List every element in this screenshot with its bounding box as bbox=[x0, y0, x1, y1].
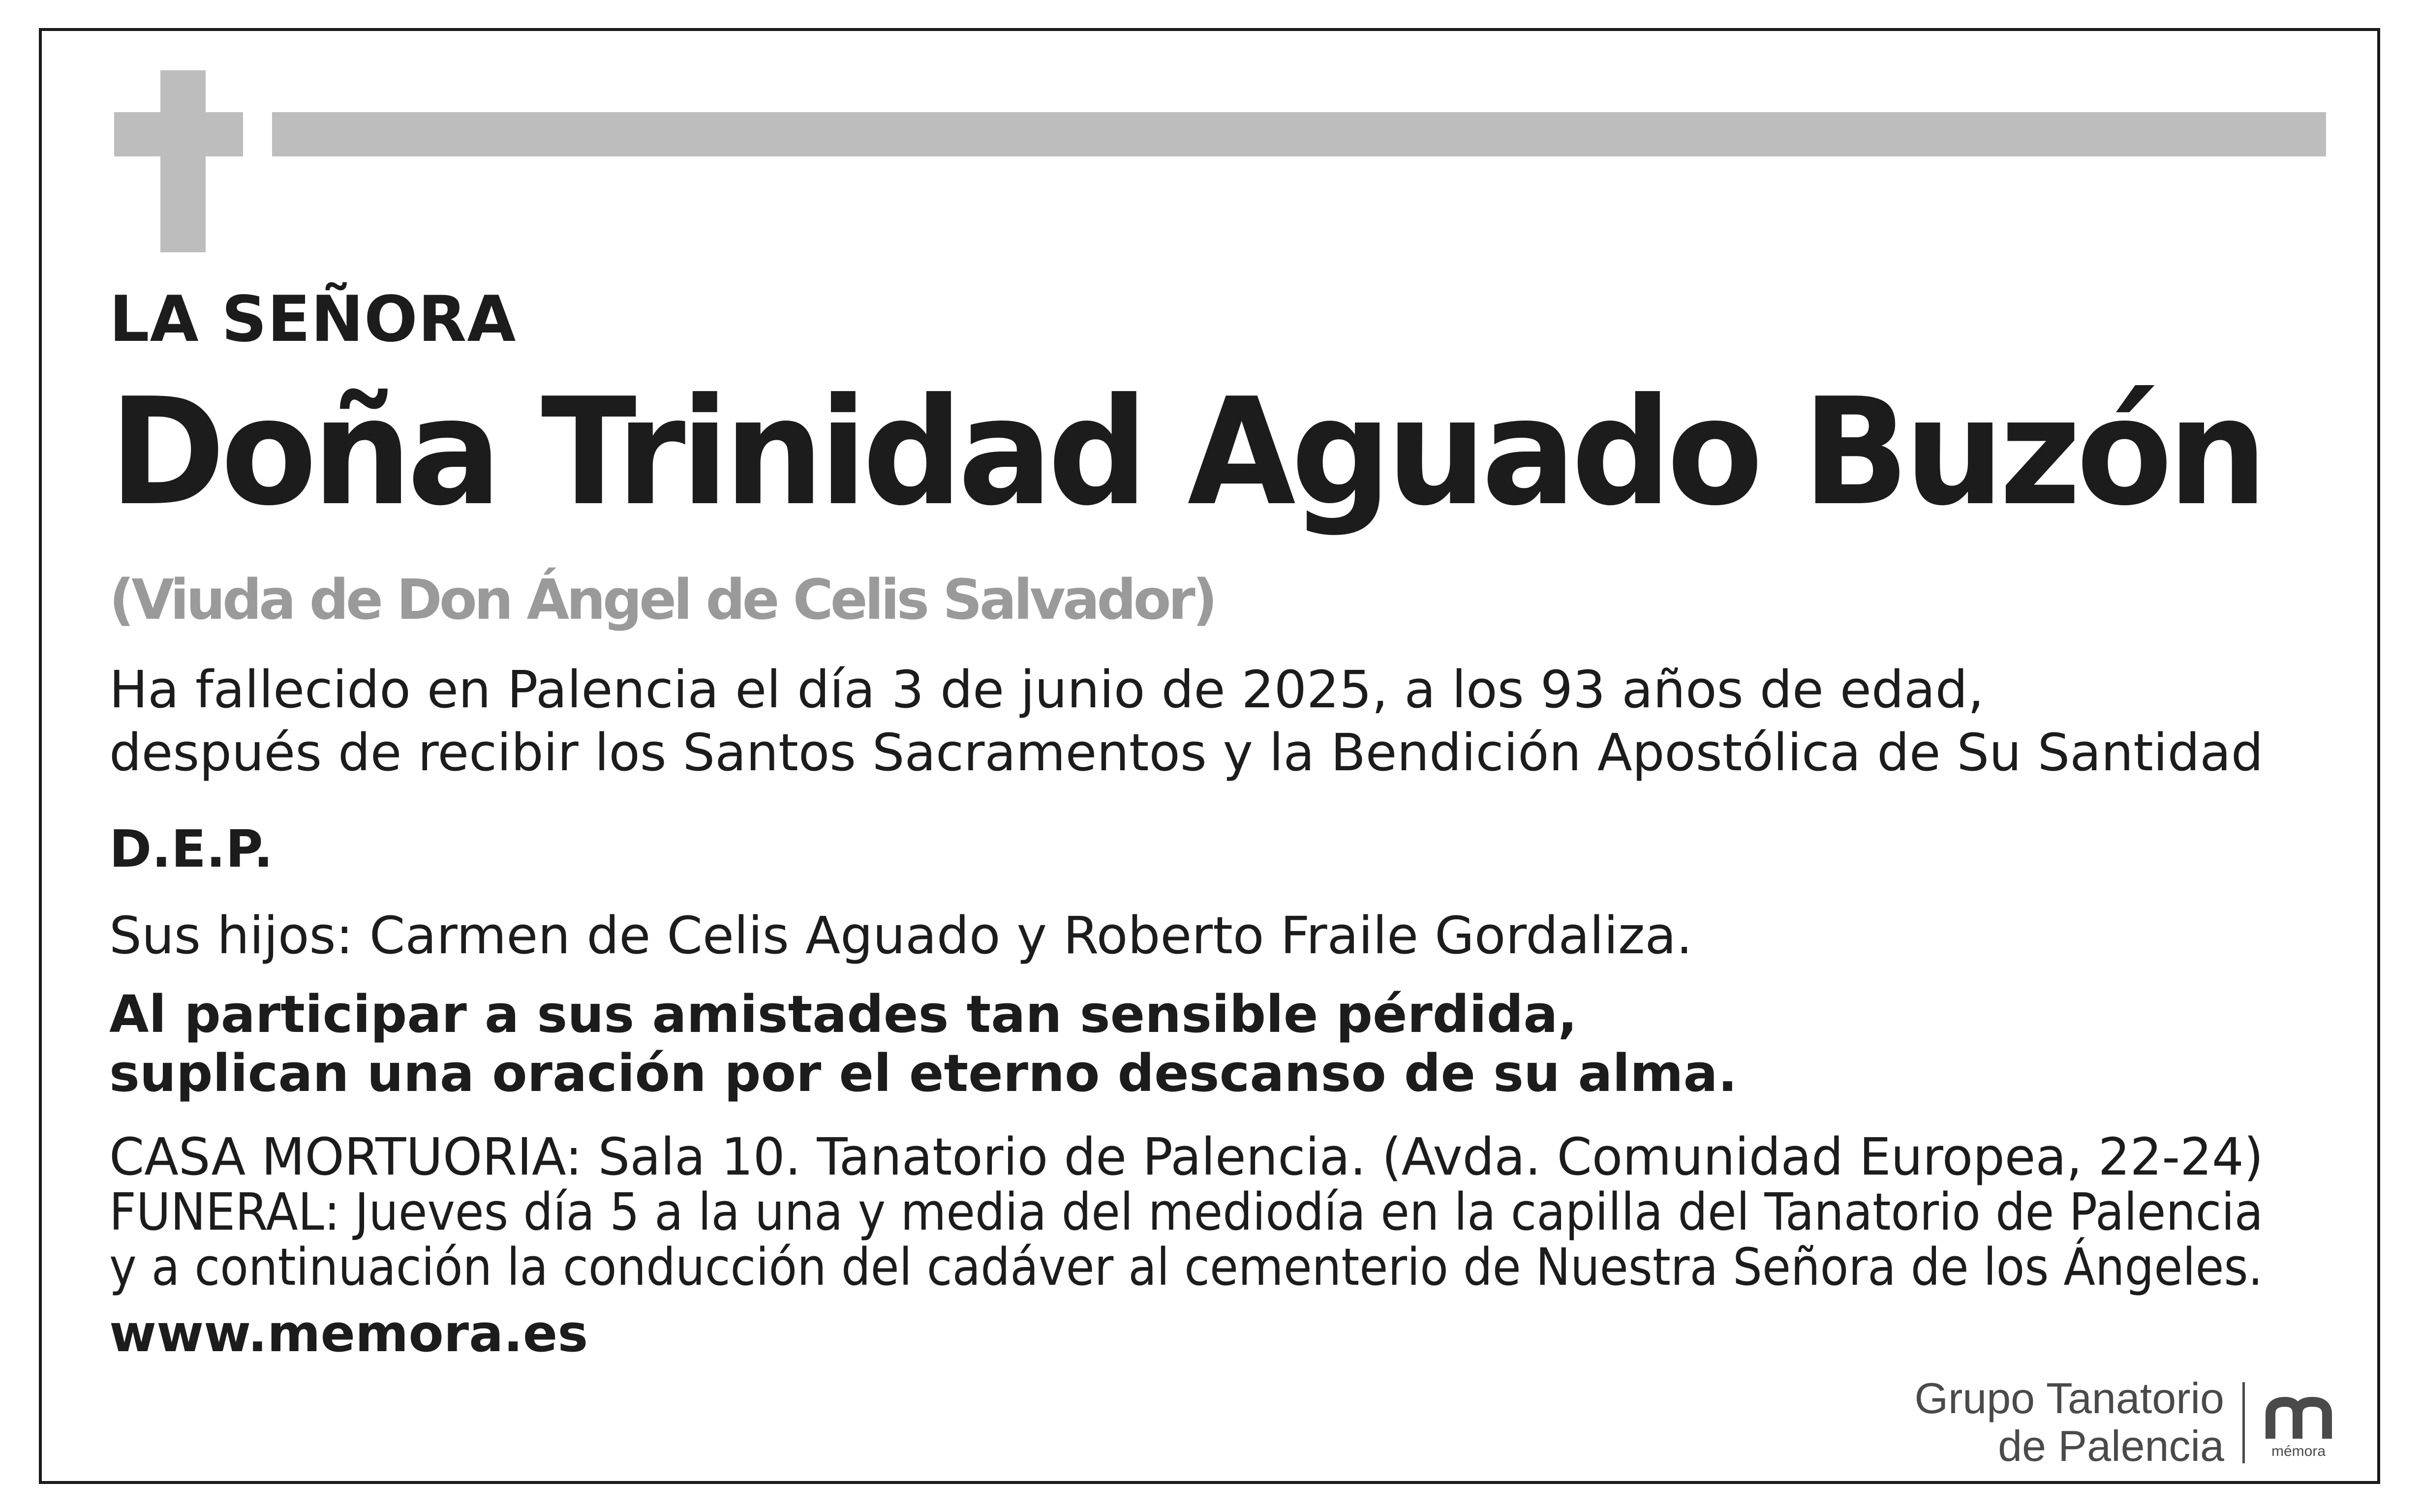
prayer-request-line-2: suplican una oración por el eterno descanso de su alma. bbox=[109, 1043, 1738, 1103]
prayer-request-line-1: Al participar a sus amistades tan sensible pérdida, bbox=[109, 984, 1578, 1044]
funeral-home-line-2: de Palencia bbox=[1998, 1421, 2224, 1470]
funeral-home-name bbox=[1915, 1375, 2224, 1470]
mortuary-address: CASA MORTUORIA: Sala 10. Tanatorio de Palencia. (Avda. Comunidad Europea, 22-24) bbox=[109, 1127, 2264, 1187]
deceased-name: Doña Trinidad Aguado Buzón bbox=[109, 366, 2263, 538]
funeral-line-2: y a continuación la conducción del cadáver al cementerio de Nuestra Señora de los Ángeles. bbox=[109, 1237, 2263, 1297]
website-link[interactable]: www.memora.es bbox=[109, 1303, 588, 1363]
logo-divider bbox=[2242, 1382, 2245, 1463]
title-small: LA SEÑORA bbox=[109, 283, 517, 356]
death-notice-line-2: después de recibir los Santos Sacramentos y la Bendición Apostólica de Su Santidad bbox=[109, 723, 2264, 783]
cross-icon-vertical bbox=[160, 70, 206, 252]
funeral-line-1: FUNERAL: Jueves día 5 a la una y media del mediodía en la capilla del Tanatorio de Palencia bbox=[109, 1182, 2264, 1242]
header-rule bbox=[272, 112, 2326, 156]
death-notice-line-1: Ha fallecido en Palencia el día 3 de junio de 2025, a los 93 años de edad, bbox=[109, 660, 1984, 720]
memora-logo-icon bbox=[2258, 1392, 2352, 1461]
funeral-home-line-1: Grupo Tanatorio bbox=[1914, 1374, 2224, 1422]
memora-logo-text: mémora bbox=[2271, 1443, 2326, 1459]
rip-label: D.E.P. bbox=[109, 819, 274, 879]
children-line: Sus hijos: Carmen de Celis Aguado y Roberto Fraile Gordaliza. bbox=[109, 906, 1693, 966]
cross-icon-horizontal bbox=[114, 112, 243, 156]
widow-of: (Viuda de Don Ángel de Celis Salvador) bbox=[109, 568, 1215, 632]
